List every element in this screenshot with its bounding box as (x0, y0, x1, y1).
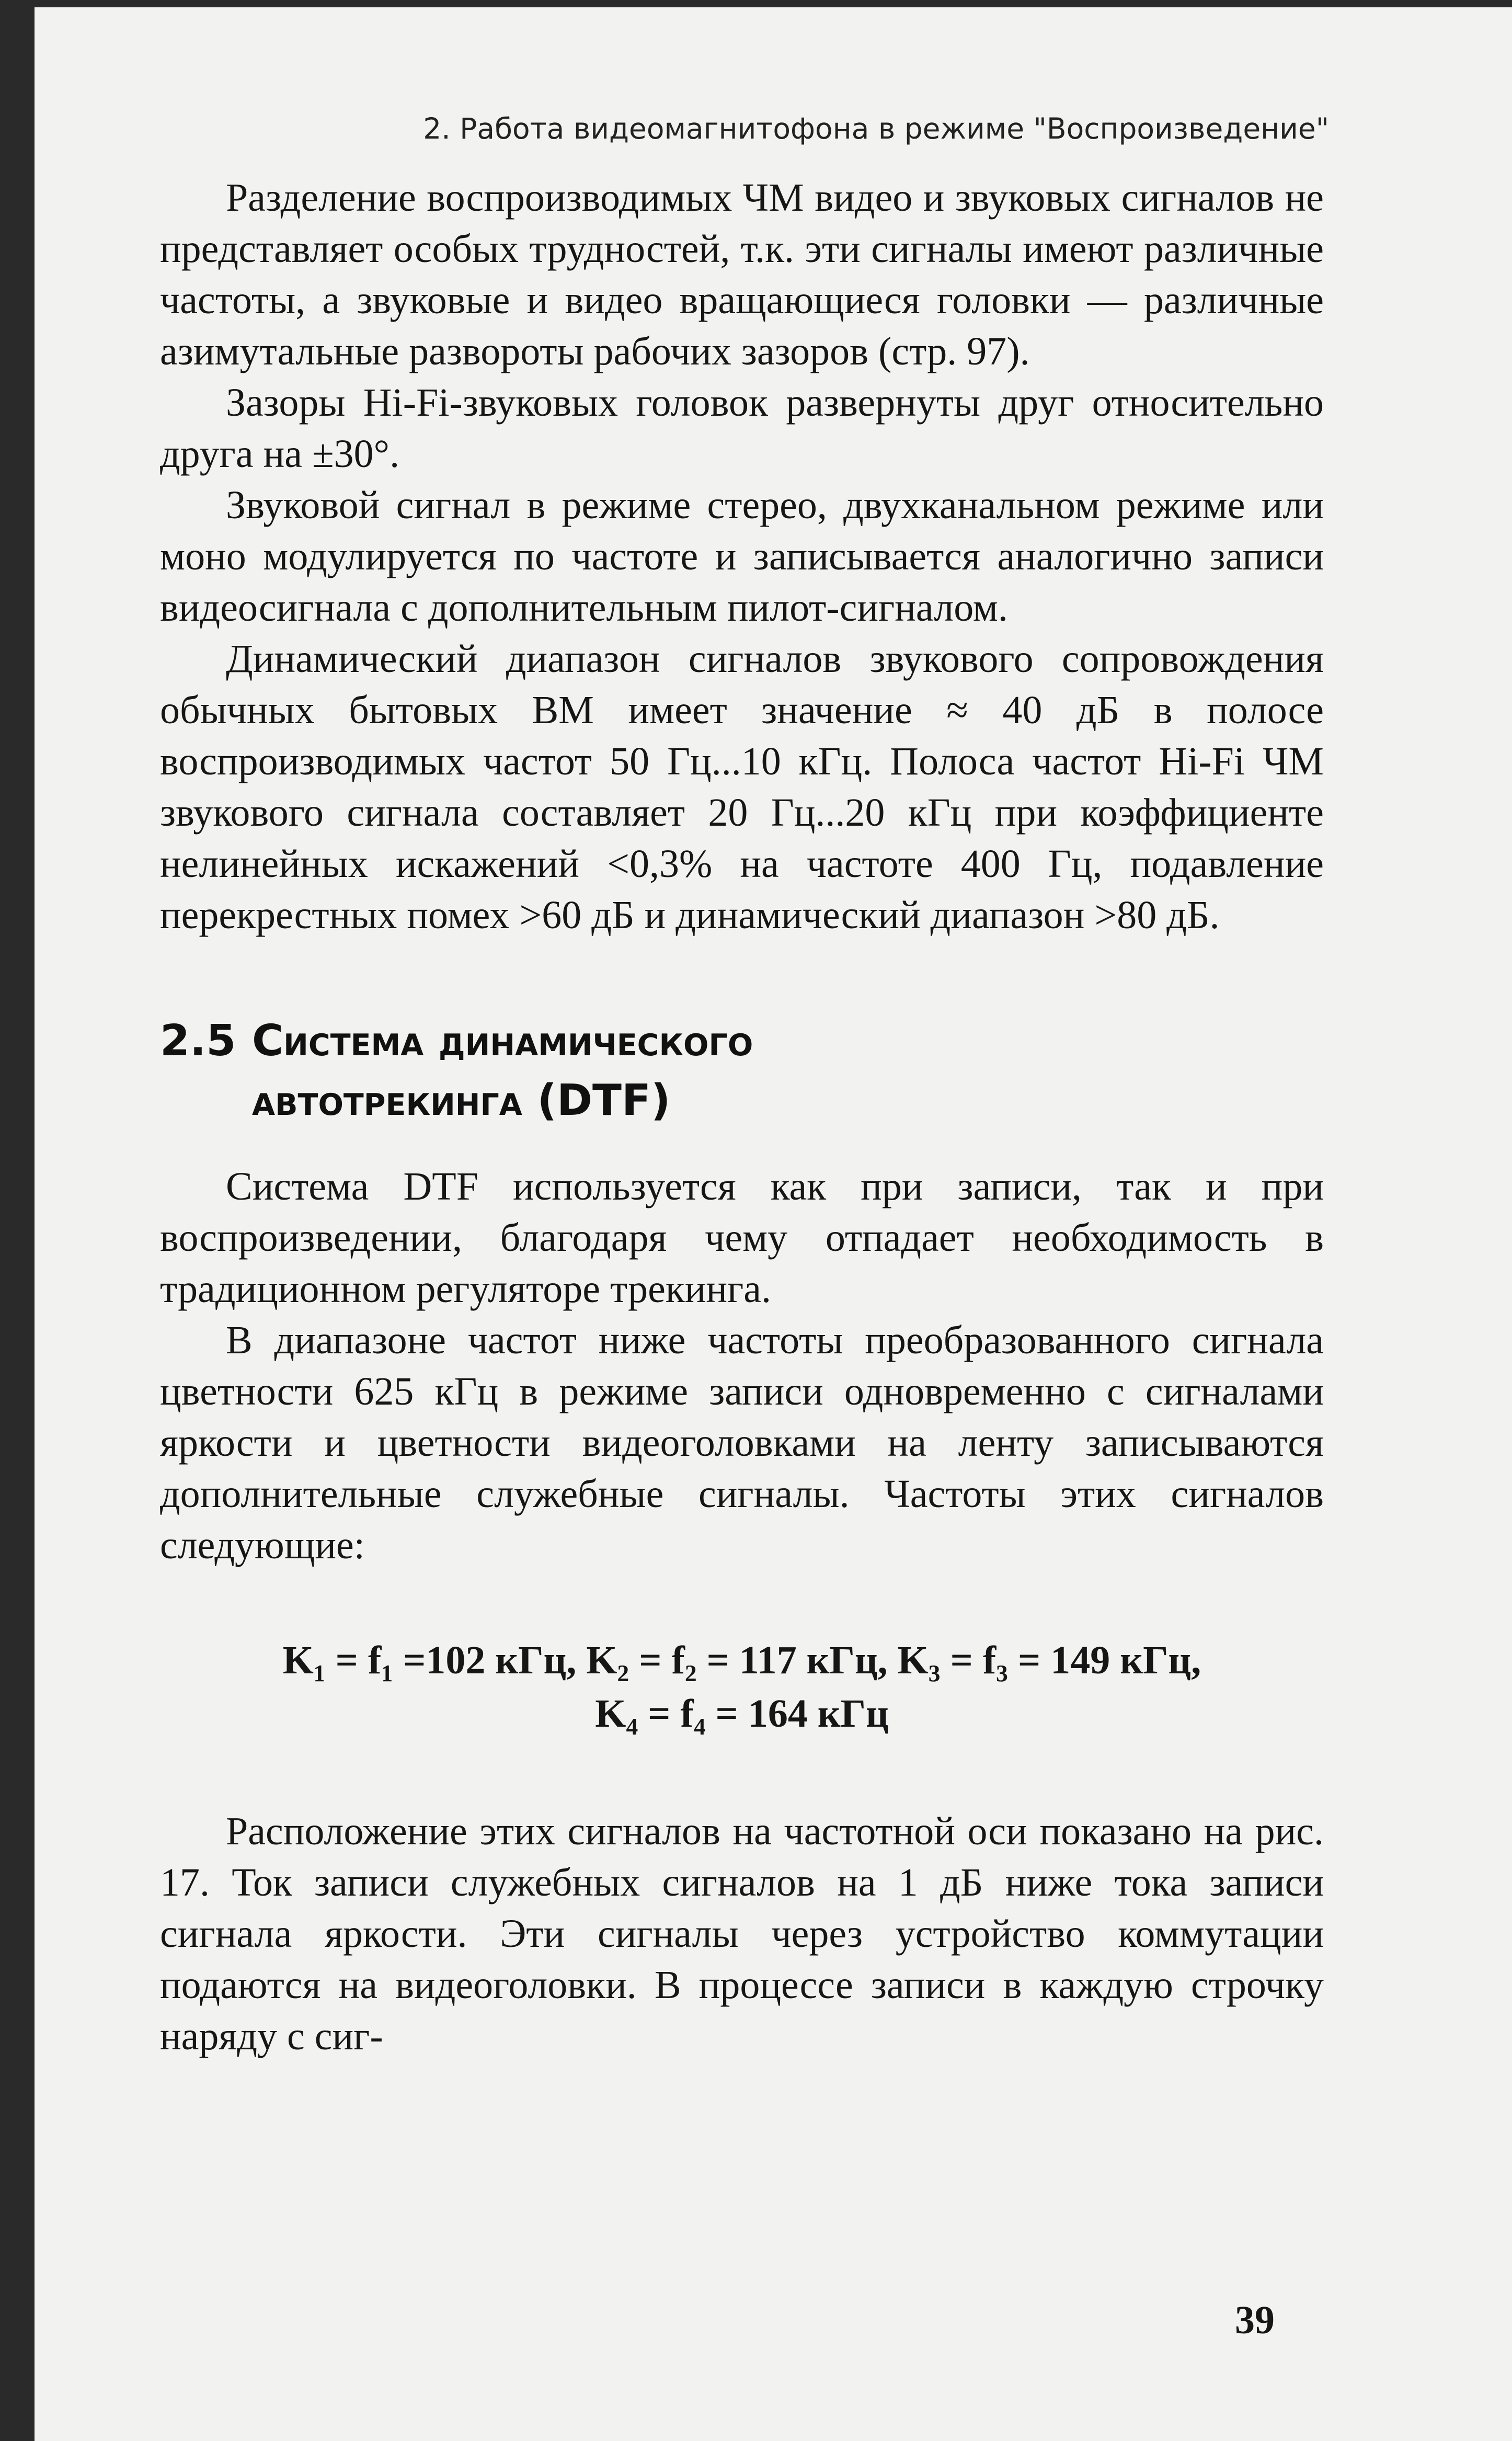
section-title-line2: автотрекинга (DTF) (252, 1076, 671, 1125)
section-title-line1: Система динамического (252, 1016, 753, 1066)
paragraph: Динамический диапазон сигналов звукового сопровождения обычных бытовых ВМ имеет значение ≈ 40 дБ в полосе воспроизводимых частот 50 Гц...10 кГц. Полоса частот Hi-Fi ЧМ звукового сигнала составляет 20 Гц...20 кГц при коэффициенте нелинейных искажений <0,3% на частоте 400 Гц, подавление перекрестных помех >60 дБ и динамический диапазон >80 дБ. (160, 637, 1324, 937)
page-number: 39 (1235, 2298, 1275, 2342)
paragraph: Зазоры Hi-Fi-звуковых головок развернуты друг относительно друга на ±30°. (160, 381, 1324, 476)
running-header: 2. Работа видеомагнитофона в режиме "Воспроизведение" (423, 112, 1329, 145)
section-heading-line1 (160, 1011, 1324, 1071)
paragraph: Расположение этих сигналов на частотной оси показано на рис. 17. Ток записи служебных сигналов на 1 дБ ниже тока записи сигнала яркости. Эти сигналы через устройство коммутации подаются на видеоголовки. В процессе записи в каждую строчку наряду с сиг- (160, 1809, 1324, 2058)
formula-line: K₄ = f₄ = 164 кГц (595, 1692, 889, 1736)
section-number: 2.5 (160, 1016, 236, 1066)
section-heading (160, 1011, 1324, 1131)
paragraph: Система DTF используется как при записи, так и при воспроизведении, благодаря чему отпадает необходимость в традиционном регуляторе трекинга. (160, 1165, 1324, 1311)
page-content (160, 172, 1324, 2062)
book-page (35, 7, 1512, 2441)
formula-line: K₁ = f₁ =102 кГц, K₂ = f₂ = 117 кГц, K₃ = f₃ = 149 кГц, (282, 1638, 1201, 1682)
formula-block (160, 1634, 1324, 1740)
paragraph: В диапазоне частот ниже частоты преобразованного сигнала цветности 625 кГц в режиме записи одновременно с сигналами яркости и цветности видеоголовками на ленту записываются дополнительные служебные сигналы. Частоты этих сигналов следующие: (160, 1318, 1324, 1567)
paragraph: Звуковой сигнал в режиме стерео, двухканальном режиме или моно модулируется по частоте и записывается аналогично записи видеосигнала с дополнительным пилот-сигналом. (160, 483, 1324, 630)
paragraph: Разделение воспроизводимых ЧМ видео и звуковых сигналов не представляет особых трудностей, т.к. эти сигналы имеют различные частоты, а звуковые и видео вращающиеся головки — различные азимутальные развороты рабочих зазоров (стр. 97). (160, 176, 1324, 373)
